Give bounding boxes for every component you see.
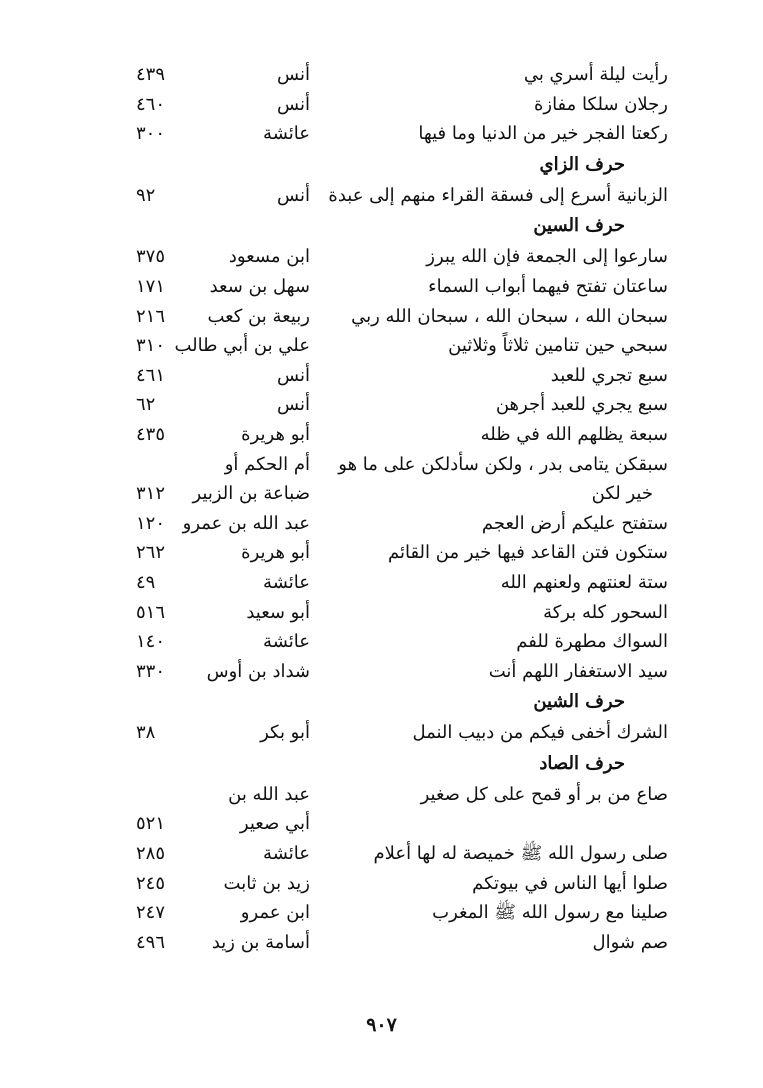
narrator: أنس (277, 184, 310, 206)
hadith-text: ستفتح عليكم أرض العجم (481, 512, 668, 534)
hadith-index (0, 60, 763, 957)
hadith-text: صاع من بر أو قمح على كل صغير (420, 783, 668, 805)
page-ref: ٢١٦ (136, 305, 166, 327)
hadith-text: ركعتا الفجر خير من الدنيا وما فيها (418, 123, 668, 145)
hadith-text: سيد الاستغفار اللهم أنت (488, 660, 668, 682)
page-ref: ٥١٦ (136, 601, 166, 623)
page-ref: ٥٢١ (136, 813, 166, 835)
narrator: أنس (277, 364, 310, 386)
narrator: ضباعة بن الزبير (192, 483, 310, 505)
page-ref: ١٢٠ (136, 512, 166, 534)
page-ref: ٣٨ (136, 722, 156, 744)
page-ref: ٢٨٥ (136, 843, 166, 865)
index-row (0, 272, 763, 302)
page-ref: ١٤٠ (136, 631, 166, 653)
section-heading (0, 210, 763, 242)
page-ref: ٤٦٠ (136, 93, 166, 115)
page-ref: ٤٩٦ (136, 931, 166, 953)
index-row (0, 60, 763, 90)
page-number: ٩٠٧ (366, 1014, 397, 1036)
index-row (0, 627, 763, 657)
narrator: أبو هريرة (241, 423, 310, 445)
narrator: أنس (277, 93, 310, 115)
index-row (0, 361, 763, 391)
narrator: أبو هريرة (241, 542, 310, 564)
narrator: أنس (277, 394, 310, 416)
page-ref: ٤٣٩ (136, 64, 166, 85)
page-ref: ٦٢ (136, 394, 156, 416)
hadith-text: سارعوا إلى الجمعة فإن الله يبرز (426, 246, 668, 268)
page-ref: ٣١٢ (136, 483, 166, 505)
index-row (0, 450, 763, 480)
index-row (0, 898, 763, 928)
narrator: أبو بكر (260, 722, 310, 744)
heading-text: حرف السين (533, 215, 625, 237)
page-ref: ٣١٠ (136, 335, 166, 357)
narrator: عبد الله بن (228, 783, 310, 805)
index-row (0, 568, 763, 598)
page-ref: ١٧١ (136, 275, 166, 297)
section-heading (0, 149, 763, 181)
narrator: ابن عمرو (240, 902, 310, 924)
page-ref: ٤٩ (136, 571, 156, 593)
page-ref: ٢٤٥ (136, 872, 166, 894)
section-heading (0, 686, 763, 718)
narrator: سهل بن سعد (209, 275, 310, 297)
heading-text: حرف الشين (533, 691, 625, 713)
index-row (0, 242, 763, 272)
hadith-text: سبحي حين تنامين ثلاثاً وثلاثين (448, 335, 668, 357)
narrator: أبي صعير (239, 813, 310, 835)
narrator: ابن مسعود (228, 246, 310, 268)
index-row (0, 538, 763, 568)
index-row (0, 119, 763, 149)
page-ref: ٤٦١ (136, 364, 166, 386)
hadith-text: الزبانية أسرع إلى فسقة القراء منهم إلى عبدة (328, 184, 668, 206)
narrator: أسامة بن زيد (211, 931, 310, 953)
narrator: عائشة (263, 843, 310, 865)
index-row (0, 509, 763, 539)
hadith-text: ستة لعنتهم ولعنهم الله (500, 571, 668, 593)
index-row (0, 869, 763, 899)
index-row (0, 839, 763, 869)
narrator: أنس (277, 64, 310, 85)
narrator: عائشة (263, 571, 310, 593)
page-ref: ٢٤٧ (136, 902, 166, 924)
hadith-text: ساعتان تفتح فيهما أبواب السماء (428, 275, 668, 297)
index-row (0, 331, 763, 361)
hadith-text: خير لكن (591, 483, 653, 505)
page-ref: ٢٦٢ (136, 542, 166, 564)
hadith-text: رجلان سلكا مفازة (533, 93, 668, 115)
index-row (0, 390, 763, 420)
narrator: شداد بن أوس (206, 660, 310, 682)
section-heading (0, 748, 763, 780)
index-row (0, 420, 763, 450)
heading-text: حرف الزاي (539, 153, 625, 175)
heading-text: حرف الصاد (539, 752, 625, 774)
hadith-text: سبقكن يتامى بدر ، ولكن سأدلكن على ما هو (338, 453, 668, 475)
narrator: عائشة (263, 123, 310, 145)
hadith-text: السواك مطهرة للفم (516, 631, 668, 653)
narrator: علي بن أبي طالب (174, 335, 310, 357)
narrator: أم الحكم أو (224, 453, 310, 475)
index-row (0, 809, 763, 839)
hadith-text: سبع يجري للعبد أجرهن (495, 394, 668, 416)
index-row (0, 302, 763, 332)
page-ref: ٣٣٠ (136, 660, 166, 682)
hadith-text: رأيت ليلة أسري بي (523, 64, 668, 85)
index-row (0, 928, 763, 958)
narrator: أبو سعيد (246, 601, 310, 623)
hadith-text: صم شوال (592, 931, 668, 953)
hadith-text: صلى رسول الله ﷺ خميصة له لها أعلام (373, 843, 668, 865)
hadith-text: السحور كله بركة (543, 601, 668, 623)
hadith-text: صلوا أيها الناس في بيوتكم (472, 872, 668, 894)
index-row (0, 780, 763, 810)
page-ref: ٣٠٠ (136, 123, 166, 145)
index-row (0, 718, 763, 748)
narrator: زيد بن ثابت (223, 872, 310, 894)
page-ref: ٩٢ (136, 184, 156, 206)
hadith-text: الشرك أخفى فيكم من دبيب النمل (412, 722, 668, 744)
hadith-text: سبحان الله ، سبحان الله ، سبحان الله ربي (351, 305, 668, 327)
index-row (0, 479, 763, 509)
narrator: عبد الله بن عمرو (182, 512, 310, 534)
narrator: عائشة (263, 631, 310, 653)
hadith-text: سبع تجري للعبد (550, 364, 668, 386)
index-row (0, 90, 763, 120)
index-row (0, 598, 763, 628)
hadith-text: ستكون فتن القاعد فيها خير من القائم (387, 542, 668, 564)
hadith-text: صلينا مع رسول الله ﷺ المغرب (432, 902, 668, 924)
hadith-text: سبعة يظلهم الله في ظله (480, 423, 668, 445)
narrator: ربيعة بن كعب (207, 305, 310, 327)
index-row (0, 181, 763, 211)
page-ref: ٣٧٥ (136, 246, 166, 268)
index-row (0, 657, 763, 687)
page-ref: ٤٣٥ (136, 423, 166, 445)
